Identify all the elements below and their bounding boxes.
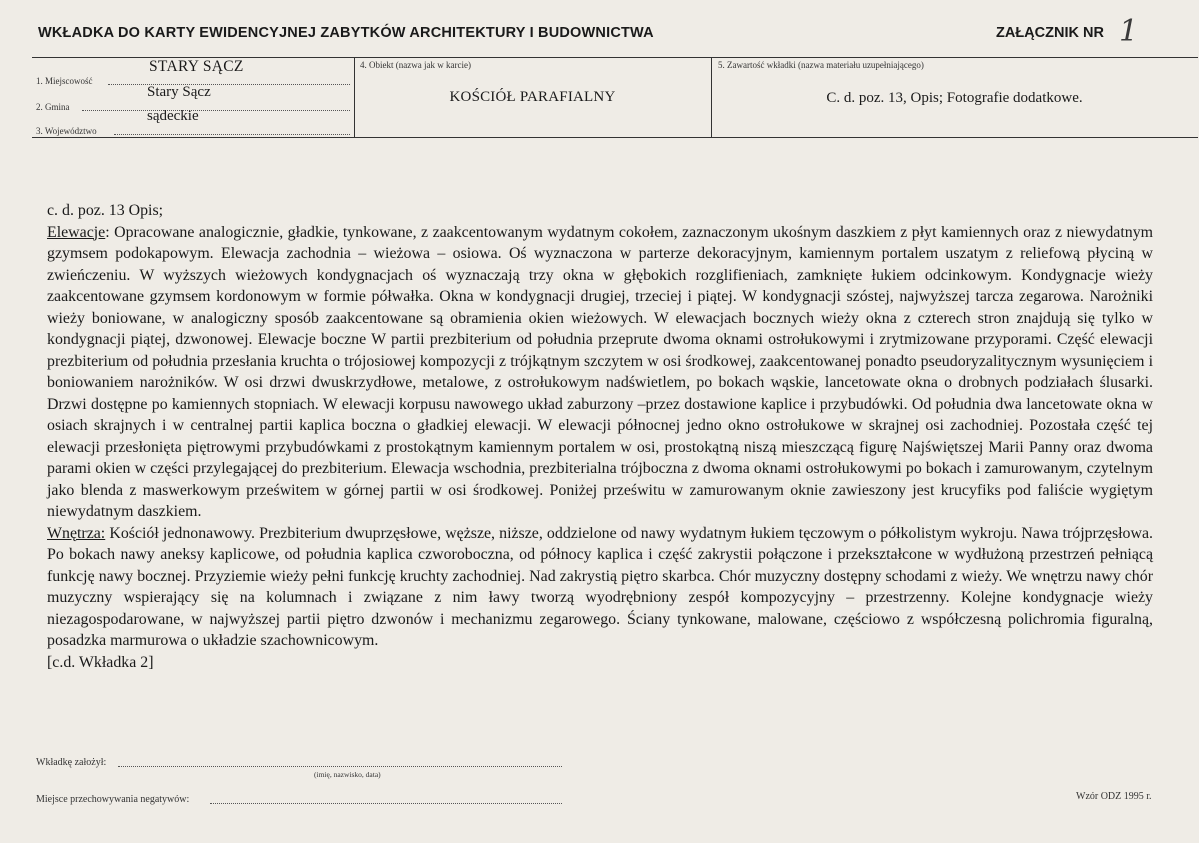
prepared-by-hint: (imię, nazwisko, data): [314, 770, 381, 779]
locality-value: STARY SĄCZ: [149, 58, 244, 75]
continuation-note: [c.d. Wkładka 2]: [47, 653, 154, 671]
description-body: [47, 200, 1153, 673]
interior-heading: Wnętrza:: [47, 524, 106, 542]
object-value: KOŚCIÓŁ PARAFIALNY: [449, 89, 616, 105]
interior-paragraph: [47, 523, 1153, 652]
form-title: WKŁADKA DO KARTY EWIDENCYJNEJ ZABYTKÓW ARCHITEKTURY I BUDOWNICTWA: [38, 25, 654, 41]
locality-label: 1. Miejscowość: [36, 76, 93, 86]
annex-label: ZAŁĄCZNIK NR: [996, 25, 1104, 41]
interior-text: Kościół jednonawowy. Prezbiterium dwuprzęsłowe, węższe, niższe, oddzielone od nawy wydatnym łukiem tęczowym o półkolistym wykroju. Nawa trójprzęsłowa. Po bokach nawy aneksy kaplicowe, od południa kaplica czworoboczna, od północy kaplica i część zakrystii połączone i przekształcone w wydłużoną przestrzeń pełniącą funkcję nawy bocznej. Przyziemie wieży pełni funkcję kruchty zachodniej. Nad zakrystią piętro skarbca. Chór muzyczny dostępny schodami z wieży. We wnętrzu nawy chór muzyczny wspierający się na kolumnach i związane z nim ławy tworzą wyodrębniony zespół kompozycyjny – przestrzenny. Kolejne kondygnacje wieży niezagospodarowane, w najwyższej partii piętro dzwonów i mechanizmu zegarowego. Ściany tynkowane, malowane, częściowo z współczesną polichromia figuralną, posadzka marmurowa o układzie szachownicowym.: [47, 524, 1153, 649]
elevations-heading: Elewacje: [47, 223, 106, 241]
contents-label: 5. Zawartość wkładki (nazwa materiału uzupełniającego): [718, 60, 924, 70]
object-label: 4. Obiekt (nazwa jak w karcie): [360, 60, 471, 70]
prepared-by-label: Wkładkę założył:: [36, 757, 107, 768]
voivodeship-label: 3. Województwo: [36, 126, 97, 136]
template-version: Wzór ODZ 1995 r.: [1076, 791, 1152, 802]
commune-dotline: [82, 110, 350, 111]
commune-label: 2. Gmina: [36, 102, 70, 112]
elevations-paragraph: [47, 222, 1153, 523]
voivodeship-value: sądeckie: [147, 108, 199, 124]
contents-value: C. d. poz. 13, Opis; Fotografie dodatkowe.: [826, 90, 1083, 106]
voivodeship-dotline: [114, 134, 350, 135]
commune-value: Stary Sącz: [147, 84, 211, 100]
form-header-fields: [32, 57, 1198, 138]
elevations-text: : Opracowane analogicznie, gładkie, tynkowane, z zaakcentowanym wydatnym cokołem, zaznaczonym ukośnym daszkiem z płyt kamiennych oraz z niewydatnym gzymsem podokapowym. Elewacja zachodnia – wieżowa – osiowa. Oś wyznaczona w parterze dekoracyjnym, kamiennym portalem uszatym z reliefową płyciną w zwieńczeniu. W wyższych wieżowych kondygnacjach oś wyznaczają trzy okna w głębokich rozglifieniach, zamknięte łukiem odcinkowym. Kondygnacje wieży zaakcentowane gzymsem kordonowym w formie półwałka. Okna w kondygnacji drugiej, trzeciej i piątej. W kondygnacji szóstej, najwyższej tarcza zegarowa. Narożniki wieży boniowane, w analogiczny sposób zaakcentowane są obramienia okien wieżowych. W elewacjach bocznych wieży okna z czterech stron znajdują się tylko w kondygnacji piątej, dzwonowej. Elewacje boczne W partii prezbiterium od południa przeprute dwoma oknami ostrołukowymi i zrytmizowane przyporami. Część elewacji prezbiterium od południa przesłania kruchta o trójosiowej kompozycji z trójkątnym szczytem w osi środkowej, zaakcentowanej ponadto pseudoryzalitycznym wysunięciem i boniowaniem narożników. W osi drzwi dwuskrzydłowe, metalowe, z ostrołukowym nadświetlem, po bokach wąskie, lancetowate okna o drobnych podziałach ślusarki. Drzwi dostępne po kamiennych stopniach. W elewacji korpusu nawowego układ zaburzony –przez dostawione kaplice i przybudówki. Od południa dwa lancetowate okna w osiach skrajnych i w centralnej partii kaplica boczna o gładkiej elewacji. W elewacji północnej jedno okno ostrołukowe w skrajnej osi zachodniej. Pozostała część tej elewacji przesłonięta piętrowymi przybudówkami z prostokątnym kamiennym portalem w osi, prostokątną niszą mieszczącą figurę Najświętszej Marii Panny oraz dwoma parami okien w części przylegającej do prezbiterium. Elewacja wschodnia, prezbiterialna trójboczna z dwoma oknami ostrołukowymi po bokach i zamurowanym, czytelnym jako blenda z maswerkowym prześwitem w górnej partii w osi środkowej. Poniżej prześwitu w zamurowanym oknie zawieszony jest krucyfiks pod faliście wygiętym niewydatnym daszkiem.: [47, 223, 1153, 520]
description-intro: c. d. poz. 13 Opis;: [47, 202, 164, 219]
negatives-storage-dotline: [210, 803, 562, 804]
prepared-by-dotline: [118, 766, 562, 767]
locality-dotline: [108, 84, 350, 85]
annex-number: 1: [1119, 14, 1139, 49]
negatives-storage-label: Miejsce przechowywania negatywów:: [36, 794, 190, 805]
